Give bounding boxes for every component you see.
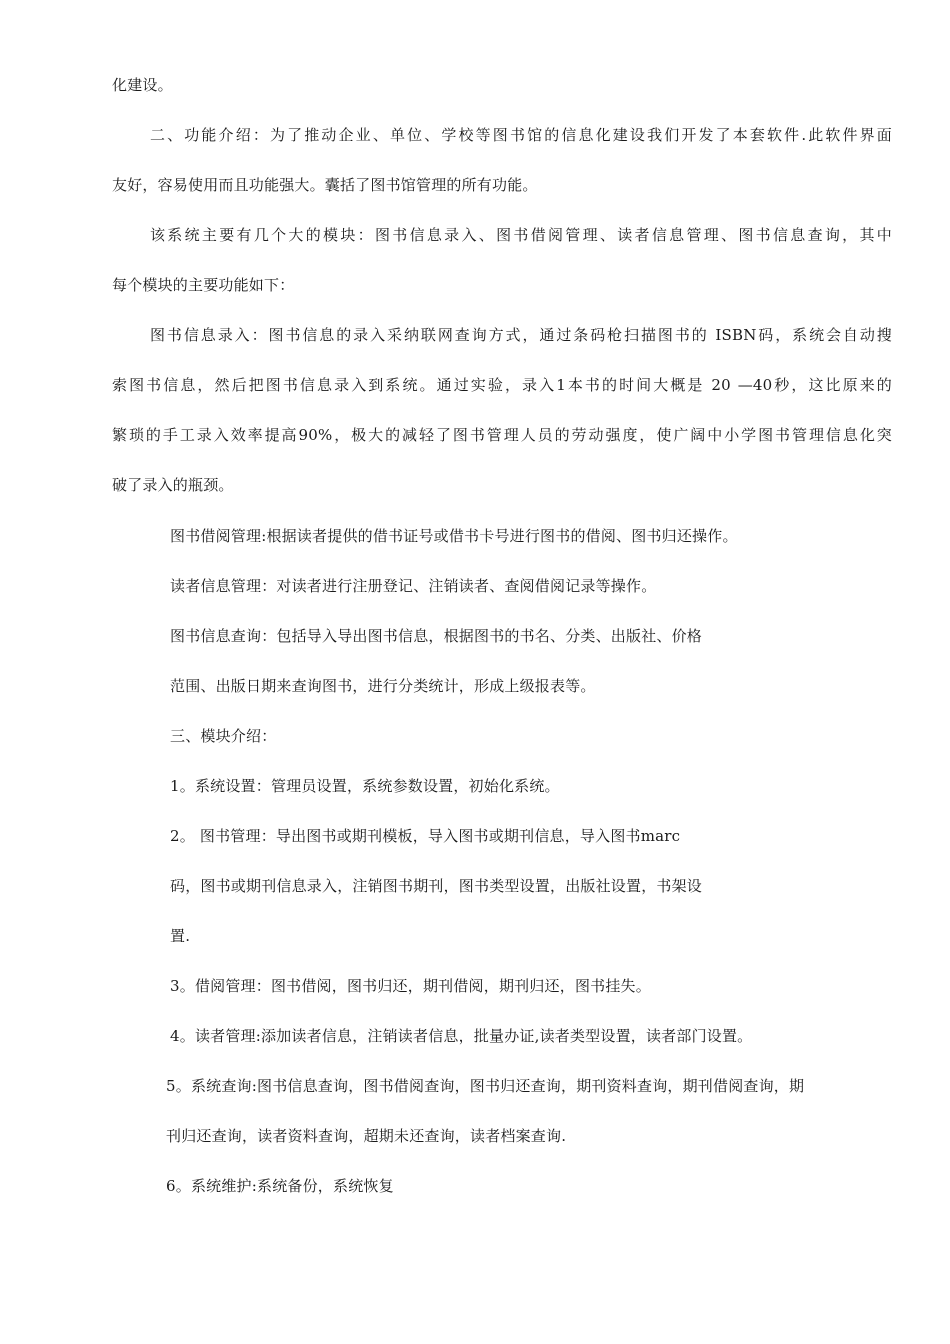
text-line: 图书借阅管理:根据读者提供的借书证号或借书卡号进行图书的借阅、图书归还操作。 <box>170 527 738 545</box>
text-line: 6。系统维护:系统备份，系统恢复 <box>166 1177 394 1195</box>
text-line: 三、模块介绍： <box>170 727 277 745</box>
text-line: 友好，容易使用而且功能强大。囊括了图书馆管理的所有功能。 <box>112 176 538 194</box>
text-line: 刊归还查询，读者资料查询，超期未还查询，读者档案查询. <box>166 1127 567 1145</box>
text-line: 索图书信息，然后把图书信息录入到系统。通过实验，录入1本书的时间大概是 20 —40秒，这比原来的 <box>112 376 892 394</box>
text-line: 读者信息管理：对读者进行注册登记、注销读者、查阅借阅记录等操作。 <box>170 577 657 595</box>
text-line: 化建设。 <box>112 76 173 94</box>
text-line: 置. <box>170 927 191 945</box>
text-line: 范围、出版日期来查询图书，进行分类统计，形成上级报表等。 <box>170 677 596 695</box>
text-line: 图书信息查询：包括导入导出图书信息，根据图书的书名、分类、出版社、价格 <box>170 627 703 645</box>
text-line: 码，图书或期刊信息录入，注销图书期刊，图书类型设置，出版社设置，书架设 <box>170 877 703 895</box>
text-line: 该系统主要有几个大的模块：图书信息录入、图书借阅管理、读者信息管理、图书信息查询，其中 <box>150 226 892 244</box>
text-line: 2。 图书管理：导出图书或期刊模板，导入图书或期刊信息，导入图书marc <box>170 827 681 845</box>
text-line: 破了录入的瓶颈。 <box>112 476 234 494</box>
text-line: 每个模块的主要功能如下： <box>112 276 295 294</box>
text-line: 二、功能介绍：为了推动企业、单位、学校等图书馆的信息化建设我们开发了本套软件.此软件界面 <box>150 126 892 144</box>
text-line: 1。系统设置：管理员设置，系统参数设置，初始化系统。 <box>170 777 560 795</box>
text-line: 繁琐的手工录入效率提高90%，极大的减轻了图书管理人员的劳动强度，使广阔中小学图书管理信息化突 <box>112 426 892 444</box>
text-line: 图书信息录入：图书信息的录入采纳联网查询方式，通过条码枪扫描图书的 ISBN码，系统会自动搜 <box>150 326 892 344</box>
text-line: 5。系统查询:图书信息查询，图书借阅查询，图书归还查询，期刊资料查询，期刊借阅查询，期 <box>166 1077 805 1095</box>
text-line: 4。读者管理:添加读者信息，注销读者信息，批量办证,读者类型设置，读者部门设置。 <box>170 1027 753 1045</box>
text-line: 3。借阅管理：图书借阅，图书归还，期刊借阅，期刊归还，图书挂失。 <box>170 977 651 995</box>
